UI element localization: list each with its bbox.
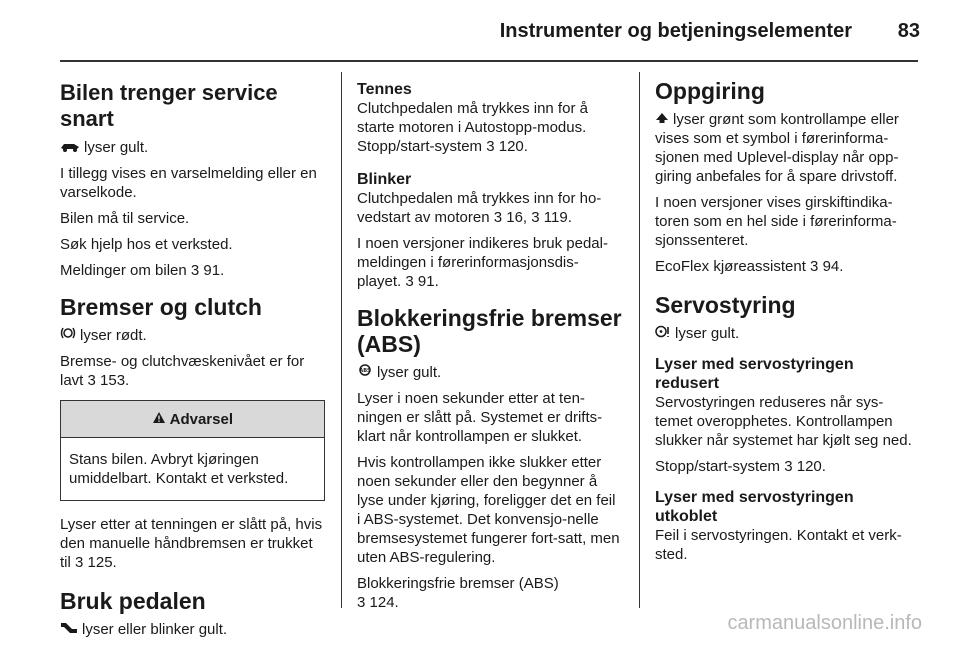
ref-arrow-icon: 3 bbox=[357, 594, 366, 611]
header-title: Instrumenter og betjeningselementer bbox=[499, 20, 852, 42]
pedal-foot-icon bbox=[60, 620, 78, 639]
service-p4 bbox=[60, 261, 325, 280]
abs-icon bbox=[357, 363, 373, 382]
warning-header bbox=[61, 401, 324, 438]
column-3 bbox=[655, 72, 920, 571]
after-warning-ref[interactable]: 125. bbox=[87, 554, 117, 571]
upshift-p1-text: lyser grønt som kontrollampe eller vises som et symbol i førerinforma-sjonen med Uplevel-display når opp-giring anbefales for å spare drivstoff. bbox=[655, 111, 899, 185]
service-p1: I tillegg vises en varselmelding eller en varselkode. bbox=[60, 165, 317, 201]
watermark: carmanualsonline.info bbox=[727, 612, 922, 634]
ref-arrow-icon: 3 bbox=[810, 258, 819, 275]
abs-p3 bbox=[357, 574, 622, 612]
brakes-p1-ref[interactable]: 153. bbox=[100, 372, 130, 389]
disabled-p1: Feil i servostyringen. Kontakt et verk-sted. bbox=[655, 527, 902, 563]
ref-arrow-icon: 3 bbox=[75, 554, 84, 571]
warning-box bbox=[60, 400, 325, 501]
steering-wheel-icon bbox=[655, 324, 671, 343]
after-warning-text: Lyser etter at tenningen er slått på, hvis den manuelle håndbremsen er trukket til bbox=[60, 516, 323, 571]
reduced-p2 bbox=[655, 457, 920, 476]
ref-arrow-icon: 3 bbox=[87, 372, 96, 389]
column-divider-1 bbox=[341, 72, 342, 608]
ref-arrow-icon: 3 bbox=[784, 458, 793, 475]
wrench-car-icon bbox=[60, 138, 80, 157]
upshift-heading: Oppgiring bbox=[655, 78, 765, 104]
blinker-p1-ref2[interactable]: 119. bbox=[543, 209, 572, 226]
pedal-heading: Bruk pedalen bbox=[60, 588, 206, 614]
upshift-p1 bbox=[655, 110, 920, 186]
column-2 bbox=[357, 72, 622, 619]
brakes-p1-text: Bremse- og clutchvæskenivået er for lavt bbox=[60, 353, 305, 389]
steering-icon-text: lyser gult. bbox=[675, 325, 740, 342]
ref-arrow-icon: 3 bbox=[493, 209, 503, 226]
reduced-p2-text: Stopp/start-system bbox=[655, 458, 785, 475]
tennes-p2-text: Stopp/start-system bbox=[357, 138, 487, 155]
blinker-heading: Blinker bbox=[357, 171, 412, 188]
upshift-p3 bbox=[655, 257, 920, 276]
brake-circle-icon bbox=[60, 326, 76, 345]
blinker-p1 bbox=[357, 189, 622, 227]
service-p4-ref[interactable]: 91. bbox=[203, 262, 225, 279]
header-divider bbox=[60, 60, 918, 62]
ref-arrow-icon: 3 bbox=[486, 138, 495, 155]
brakes-icon-text: lyser rødt. bbox=[80, 327, 147, 344]
page-header bbox=[0, 0, 960, 62]
service-icon-text: lyser gult. bbox=[84, 139, 149, 156]
service-p2: Bilen må til service. bbox=[60, 210, 190, 227]
reduced-p1: Servostyringen reduseres når sys-temet overopphetes. Kontrollampen slukker når systemet har kjølt seg ned. bbox=[655, 394, 912, 449]
blinker-p2 bbox=[357, 234, 622, 291]
pedal-icon-line bbox=[60, 620, 325, 639]
abs-p3-ref[interactable]: 124. bbox=[369, 594, 399, 611]
abs-icon-line bbox=[357, 363, 622, 382]
pedal-icon-text: lyser eller blinker gult. bbox=[82, 621, 228, 638]
warning-text: Stans bilen. Avbryt kjøringen umiddelbart. Kontakt et verksted. bbox=[69, 451, 289, 487]
ref-arrow-icon: 3 bbox=[405, 273, 414, 290]
upshift-p3-ref[interactable]: 94. bbox=[822, 258, 844, 275]
brakes-p1 bbox=[60, 352, 325, 390]
blinker-p2-ref[interactable]: 91. bbox=[417, 273, 439, 290]
ref-arrow-icon: 3 bbox=[190, 262, 200, 279]
reduced-p2-ref[interactable]: 120. bbox=[796, 458, 826, 475]
blinker-p1-ref1[interactable]: 16, bbox=[506, 209, 528, 226]
upshift-p3-text: EcoFlex kjøreassistent bbox=[655, 258, 811, 275]
ref-arrow-icon: 3 bbox=[531, 209, 540, 226]
tennes-p1: Clutchpedalen må trykkes inn for å starte motoren i Autostopp-modus. bbox=[357, 100, 588, 136]
service-icon-line bbox=[60, 138, 325, 157]
blinker-p1-text: Clutchpedalen må trykkes inn for ho-vedstart av motoren bbox=[357, 190, 602, 226]
abs-icon-text: lyser gult. bbox=[377, 364, 442, 381]
brakes-icon-line bbox=[60, 326, 325, 345]
column-divider-2 bbox=[639, 72, 640, 608]
service-heading: Bilen trenger service snart bbox=[60, 80, 278, 131]
upshift-p2: I noen versjoner vises girskiftindika-toren som en hel side i førerinforma-sjonssenteret. bbox=[655, 194, 897, 249]
tennes-p2-ref[interactable]: 120. bbox=[498, 138, 528, 155]
column-1 bbox=[60, 72, 325, 646]
steering-icon-line bbox=[655, 324, 920, 343]
blinker-p2-text: I noen versjoner indikeres bruk pedal-meldingen i førerinformasjonsdis-playet. bbox=[357, 235, 608, 290]
disabled-heading: Lyser med servostyringen utkoblet bbox=[655, 489, 854, 525]
service-p3: Søk hjelp hos et verksted. bbox=[60, 236, 233, 253]
reduced-heading: Lyser med servostyringen redusert bbox=[655, 356, 854, 392]
abs-heading: Blokkeringsfrie bremser (ABS) bbox=[357, 305, 622, 357]
page-number: 83 bbox=[897, 20, 920, 42]
abs-p3-text: Blokkeringsfrie bremser (ABS) bbox=[357, 575, 559, 592]
tennes-heading: Tennes bbox=[357, 81, 412, 98]
svg-text:ABS: ABS bbox=[359, 368, 371, 374]
tennes-p2 bbox=[357, 137, 622, 156]
steering-heading: Servostyring bbox=[655, 292, 796, 318]
warning-triangle-icon bbox=[152, 411, 170, 428]
service-p4-text: Meldinger om bilen bbox=[60, 262, 191, 279]
abs-p1: Lyser i noen sekunder etter at ten-ningen er slått på. Systemet er drifts-klart når kontrollampen er slukket. bbox=[357, 390, 603, 445]
upshift-arrow-icon bbox=[655, 110, 669, 129]
brakes-heading: Bremser og clutch bbox=[60, 294, 262, 320]
warning-title: Advarsel bbox=[169, 411, 233, 428]
abs-p2: Hvis kontrollampen ikke slukker etter noen sekunder eller den begynner å lyse under kjøring, foreligger det en feil i ABS-systemet. Det konvensjo-nelle bremsesystemet fungerer fort-satt, men uten ABS-regulering. bbox=[357, 454, 620, 566]
after-warning-p1 bbox=[60, 515, 325, 572]
